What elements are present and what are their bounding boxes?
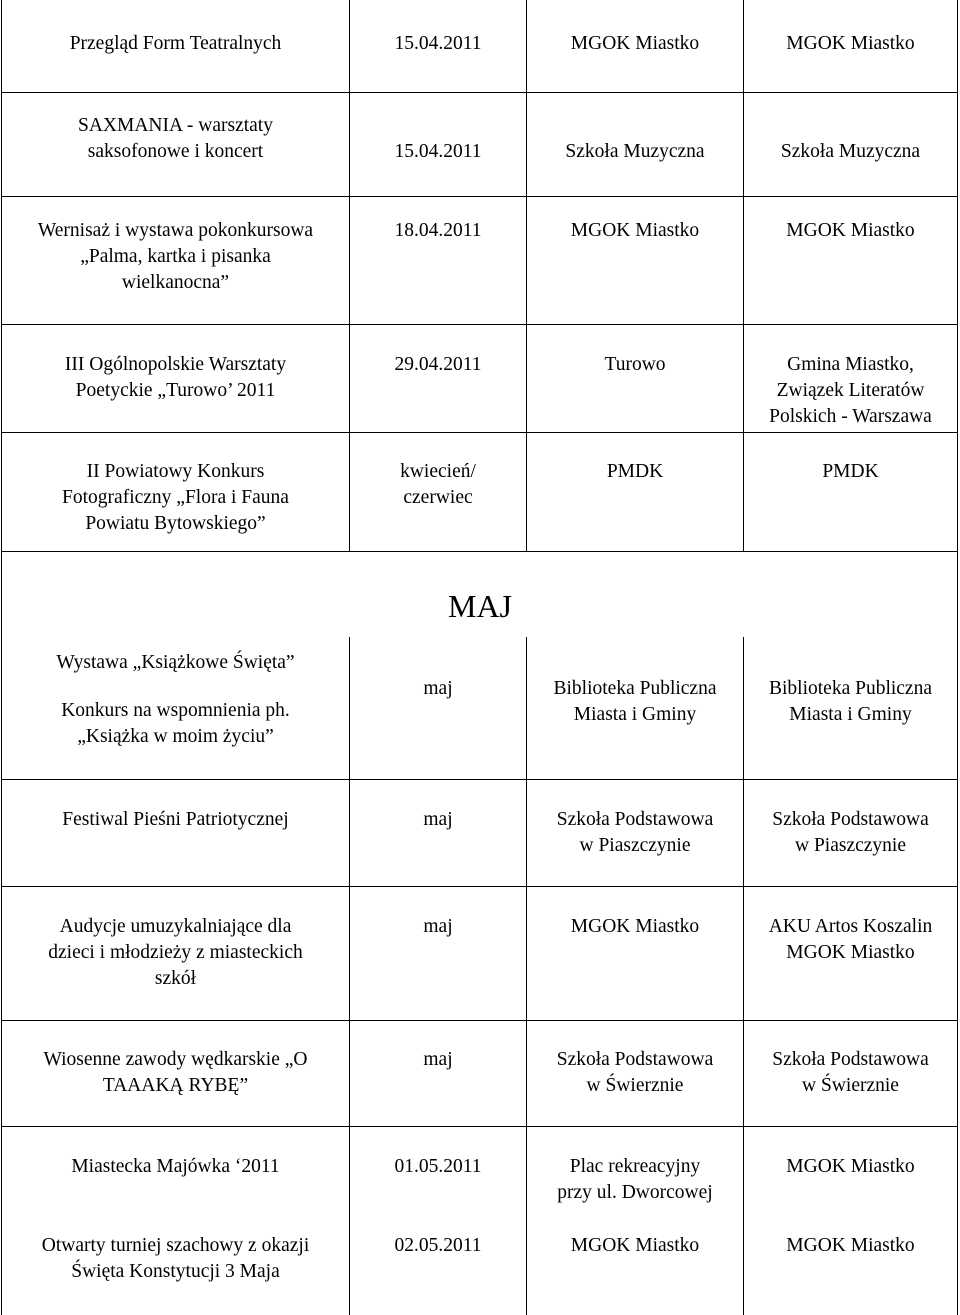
event-name-line: wielkanocna” <box>121 272 230 293</box>
event-name-line: Poetyckie „Turowo’ 2011 <box>75 380 276 401</box>
event-place-line: PMDK <box>606 461 664 482</box>
event-organizer-cell <box>744 459 957 485</box>
event-name-line: III Ogólnopolskie Warsztaty <box>64 354 287 375</box>
event-name-cell <box>2 31 349 57</box>
event-place-line: Turowo <box>604 354 666 375</box>
event-name-line: Festiwal Pieśni Patriotycznej <box>62 809 289 830</box>
event-place-cell <box>527 1233 743 1259</box>
column-divider <box>526 637 527 1315</box>
event-name-line: II Powiatowy Konkurs <box>86 461 265 482</box>
event-name-cell <box>2 1233 349 1285</box>
event-organizer-cell <box>744 676 957 728</box>
event-organizer-cell <box>744 218 957 244</box>
event-name-line: dzieci i młodzieży z miasteckich <box>48 942 303 963</box>
event-name-cell <box>2 459 349 537</box>
event-date-cell <box>350 31 526 57</box>
event-date-cell <box>350 1047 526 1073</box>
event-name-cell <box>2 807 349 833</box>
row-divider <box>1 324 958 325</box>
event-name-line: saksofonowe i koncert <box>87 141 264 162</box>
event-date-cell <box>350 1154 526 1180</box>
event-place-line: MGOK Miastko <box>570 33 700 54</box>
event-place-line: MGOK Miastko <box>570 1235 700 1256</box>
row-divider <box>1 779 958 780</box>
event-organizer-line: Polskich - Warszawa <box>769 406 932 427</box>
event-organizer-line: Biblioteka Publiczna <box>768 678 932 699</box>
table-border-right <box>957 551 958 1315</box>
event-organizer-cell <box>744 1047 957 1099</box>
event-organizer-line: MGOK Miastko <box>786 220 915 241</box>
event-place-cell <box>527 1154 743 1206</box>
event-name-cell <box>2 113 349 165</box>
event-name-line: Przegląd Form Teatralnych <box>69 33 282 54</box>
event-place-cell <box>527 676 743 728</box>
event-date-line: 15.04.2011 <box>394 33 482 54</box>
event-place-line: Miasta i Gminy <box>573 704 697 725</box>
event-name-line: Powiatu Bytowskiego” <box>85 513 266 534</box>
row-divider <box>1 1020 958 1021</box>
event-organizer-cell <box>744 807 957 859</box>
event-date-cell <box>350 1233 526 1259</box>
event-name-line: Święta Konstytucji 3 Maja <box>71 1261 280 1282</box>
event-organizer-line: w Piaszczynie <box>794 835 906 856</box>
event-place-cell <box>527 807 743 859</box>
row-divider <box>1 92 958 93</box>
row-divider <box>1 551 958 552</box>
event-name-line: Wernisaż i wystawa pokonkursowa <box>37 220 314 241</box>
event-date-cell <box>350 352 526 378</box>
event-place-cell <box>527 31 743 57</box>
event-place-line: w Świerznie <box>586 1075 684 1096</box>
event-name-line: „Palma, kartka i pisanka <box>80 246 271 267</box>
event-organizer-line: MGOK Miastko <box>786 942 915 963</box>
event-date-line: maj <box>423 916 453 937</box>
event-organizer-line: Szkoła Muzyczna <box>780 141 921 162</box>
event-name-line: Wiosenne zawody wędkarskie „O <box>43 1049 308 1070</box>
event-organizer-cell <box>744 1154 957 1180</box>
column-divider <box>349 637 350 1315</box>
event-organizer-line: Związek Literatów <box>776 380 925 401</box>
table-border-right <box>957 0 958 551</box>
event-name-line <box>2 676 349 698</box>
event-date-line: czerwiec <box>403 487 473 508</box>
event-date-line: 18.04.2011 <box>394 220 482 241</box>
event-name-cell <box>2 650 349 750</box>
row-divider <box>1 886 958 887</box>
event-name-line: Fotograficzny „Flora i Fauna <box>62 487 289 508</box>
event-place-cell <box>527 1047 743 1099</box>
event-date-line: maj <box>423 678 453 699</box>
event-date-cell <box>350 914 526 940</box>
event-organizer-line: MGOK Miastko <box>786 33 915 54</box>
event-name-line: Konkurs na wspomnienia ph. <box>61 700 290 721</box>
event-date-cell <box>350 218 526 244</box>
event-name-cell <box>2 1047 349 1099</box>
event-date-cell <box>350 139 526 165</box>
row-divider <box>1 432 958 433</box>
event-date-line: 15.04.2011 <box>394 141 482 162</box>
event-name-cell <box>2 218 349 296</box>
event-organizer-line: PMDK <box>822 461 879 482</box>
event-place-cell <box>527 914 743 940</box>
event-date-line: 29.04.2011 <box>394 354 482 375</box>
event-name-line: „Książka w moim życiu” <box>77 726 274 747</box>
event-date-line: kwiecień/ <box>400 461 476 482</box>
row-divider <box>1 196 958 197</box>
event-place-line: Szkoła Podstawowa <box>556 1049 714 1070</box>
event-name-cell <box>2 1154 349 1180</box>
event-organizer-line: AKU Artos Koszalin <box>768 916 933 937</box>
event-organizer-line: MGOK Miastko <box>786 1235 915 1256</box>
event-name-line: Wystawa „Książkowe Święta” <box>56 652 295 673</box>
event-organizer-cell <box>744 352 957 430</box>
event-place-line: Biblioteka Publiczna <box>553 678 717 699</box>
event-name-cell <box>2 352 349 404</box>
event-place-cell <box>527 352 743 378</box>
month-heading: MAJ <box>447 588 512 624</box>
event-place-line: w Piaszczynie <box>579 835 691 856</box>
event-name-cell <box>2 914 349 992</box>
event-name-line: szkół <box>154 968 197 989</box>
event-organizer-cell <box>744 1233 957 1259</box>
event-place-cell <box>527 139 743 165</box>
event-organizer-cell <box>744 139 957 165</box>
event-date-cell <box>350 807 526 833</box>
event-name-line: TAAAKĄ RYBĘ” <box>102 1075 249 1096</box>
event-date-line: maj <box>423 809 453 830</box>
event-date-cell <box>350 459 526 511</box>
event-place-cell <box>527 459 743 485</box>
event-name-line: Miastecka Majówka ‘2011 <box>71 1156 280 1177</box>
event-place-line: MGOK Miastko <box>570 916 700 937</box>
event-organizer-line: w Świerznie <box>802 1075 899 1096</box>
event-place-line: Szkoła Podstawowa <box>556 809 714 830</box>
event-place-line: przy ul. Dworcowej <box>557 1182 713 1203</box>
event-organizer-line: Gmina Miastko, <box>787 354 914 375</box>
event-date-cell <box>350 676 526 702</box>
event-place-line: Plac rekreacyjny <box>569 1156 701 1177</box>
event-place-line: MGOK Miastko <box>570 220 700 241</box>
column-divider <box>743 637 744 1315</box>
event-date-line: 01.05.2011 <box>394 1156 482 1177</box>
event-organizer-cell <box>744 31 957 57</box>
event-organizer-line: Szkoła Podstawowa <box>772 1049 929 1070</box>
event-date-line: 02.05.2011 <box>394 1235 482 1256</box>
row-divider <box>1 1126 958 1127</box>
event-organizer-line: MGOK Miastko <box>786 1156 915 1177</box>
event-organizer-line: Miasta i Gminy <box>789 704 912 725</box>
event-organizer-cell <box>744 914 957 966</box>
event-organizer-line: Szkoła Podstawowa <box>772 809 929 830</box>
event-place-cell <box>527 218 743 244</box>
event-name-line: Otwarty turniej szachowy z okazji <box>41 1235 310 1256</box>
event-name-line: Audycje umuzykalniające dla <box>59 916 292 937</box>
event-name-line: SAXMANIA - warsztaty <box>78 115 273 136</box>
event-place-line: Szkoła Muzyczna <box>565 141 705 162</box>
event-date-line: maj <box>423 1049 453 1070</box>
